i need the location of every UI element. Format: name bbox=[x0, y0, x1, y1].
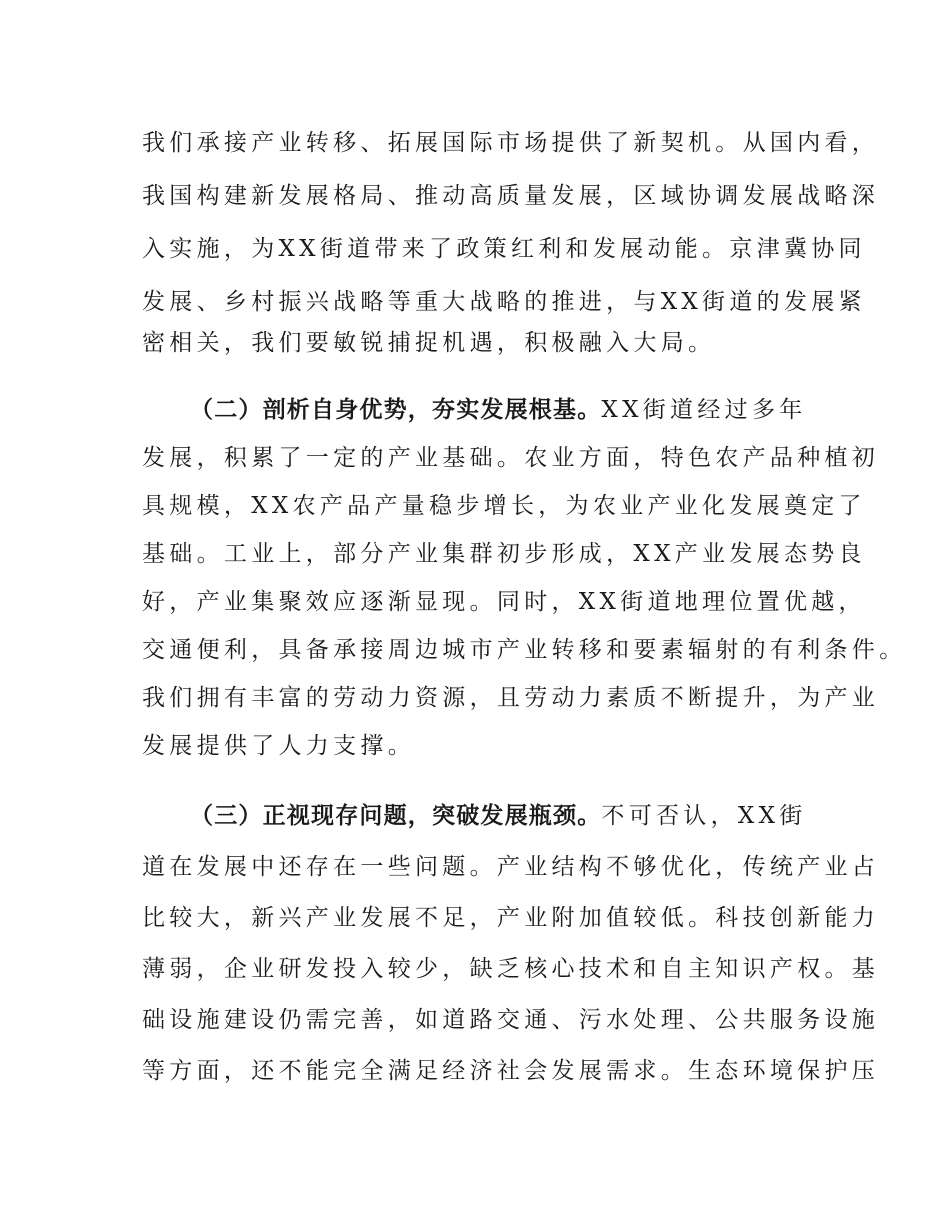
paragraph-3-line-3: 比较大，新兴产业发展不足，产业附加值较低。科技创新能力 bbox=[142, 905, 880, 931]
paragraph-2-line-4: 基础。工业上，部分产业集群初步形成，XX产业发展态势良 bbox=[142, 541, 866, 567]
paragraph-1-line-3: 入实施，为XX街道带来了政策红利和发展动能。京津冀协同 bbox=[142, 236, 866, 262]
paragraph-2-line-1 bbox=[190, 395, 807, 425]
paragraph-1-line-4: 发展、乡村振兴战略等重大战略的推进，与XX街道的发展紧 bbox=[142, 289, 866, 315]
paragraph-3-first-line-rest: 不可否认，XX街 bbox=[601, 803, 807, 829]
paragraph-2-line-8: 发展提供了人力支撑。 bbox=[142, 733, 415, 759]
paragraph-3-line-6: 等方面，还不能完全满足经济社会发展需求。生态环境保护压 bbox=[142, 1058, 880, 1084]
section-heading-3: （三）正视现存问题，突破发展瓶颈。 bbox=[190, 803, 602, 829]
paragraph-3-line-2: 道在发展中还存在一些问题。产业结构不够优化，传统产业占 bbox=[142, 854, 880, 880]
paragraph-1-line-5: 密相关，我们要敏锐捕捉机遇，积极融入大局。 bbox=[142, 330, 716, 356]
paragraph-2-line-6: 交通便利，具备承接周边城市产业转移和要素辐射的有利条件。 bbox=[142, 637, 907, 663]
paragraph-3-line-4: 薄弱，企业研发投入较少，缺乏核心技术和自主知识产权。基 bbox=[142, 956, 880, 982]
paragraph-2-line-3: 具规模，XX农产品产量稳步增长，为农业产业化发展奠定了 bbox=[142, 493, 866, 519]
paragraph-3-line-1 bbox=[190, 801, 807, 831]
paragraph-2-line-2: 发展，积累了一定的产业基础。农业方面，特色农产品种植初 bbox=[142, 445, 880, 471]
section-heading-2: （二）剖析自身优势，夯实发展根基。 bbox=[190, 397, 602, 423]
paragraph-2-line-5: 好，产业集聚效应逐渐显现。同时，XX街道地理位置优越， bbox=[142, 589, 866, 615]
paragraph-1-line-2: 我国构建新发展格局、推动高质量发展，区域协调发展战略深 bbox=[142, 183, 880, 209]
paragraph-2-line-7: 我们拥有丰富的劳动力资源，且劳动力素质不断提升，为产业 bbox=[142, 685, 880, 711]
paragraph-3-line-5: 础设施建设仍需完善，如道路交通、污水处理、公共服务设施 bbox=[142, 1007, 880, 1033]
paragraph-1-line-1: 我们承接产业转移、拓展国际市场提供了新契机。从国内看， bbox=[142, 130, 880, 156]
paragraph-2-first-line-rest: XX街道经过多年 bbox=[601, 397, 807, 423]
